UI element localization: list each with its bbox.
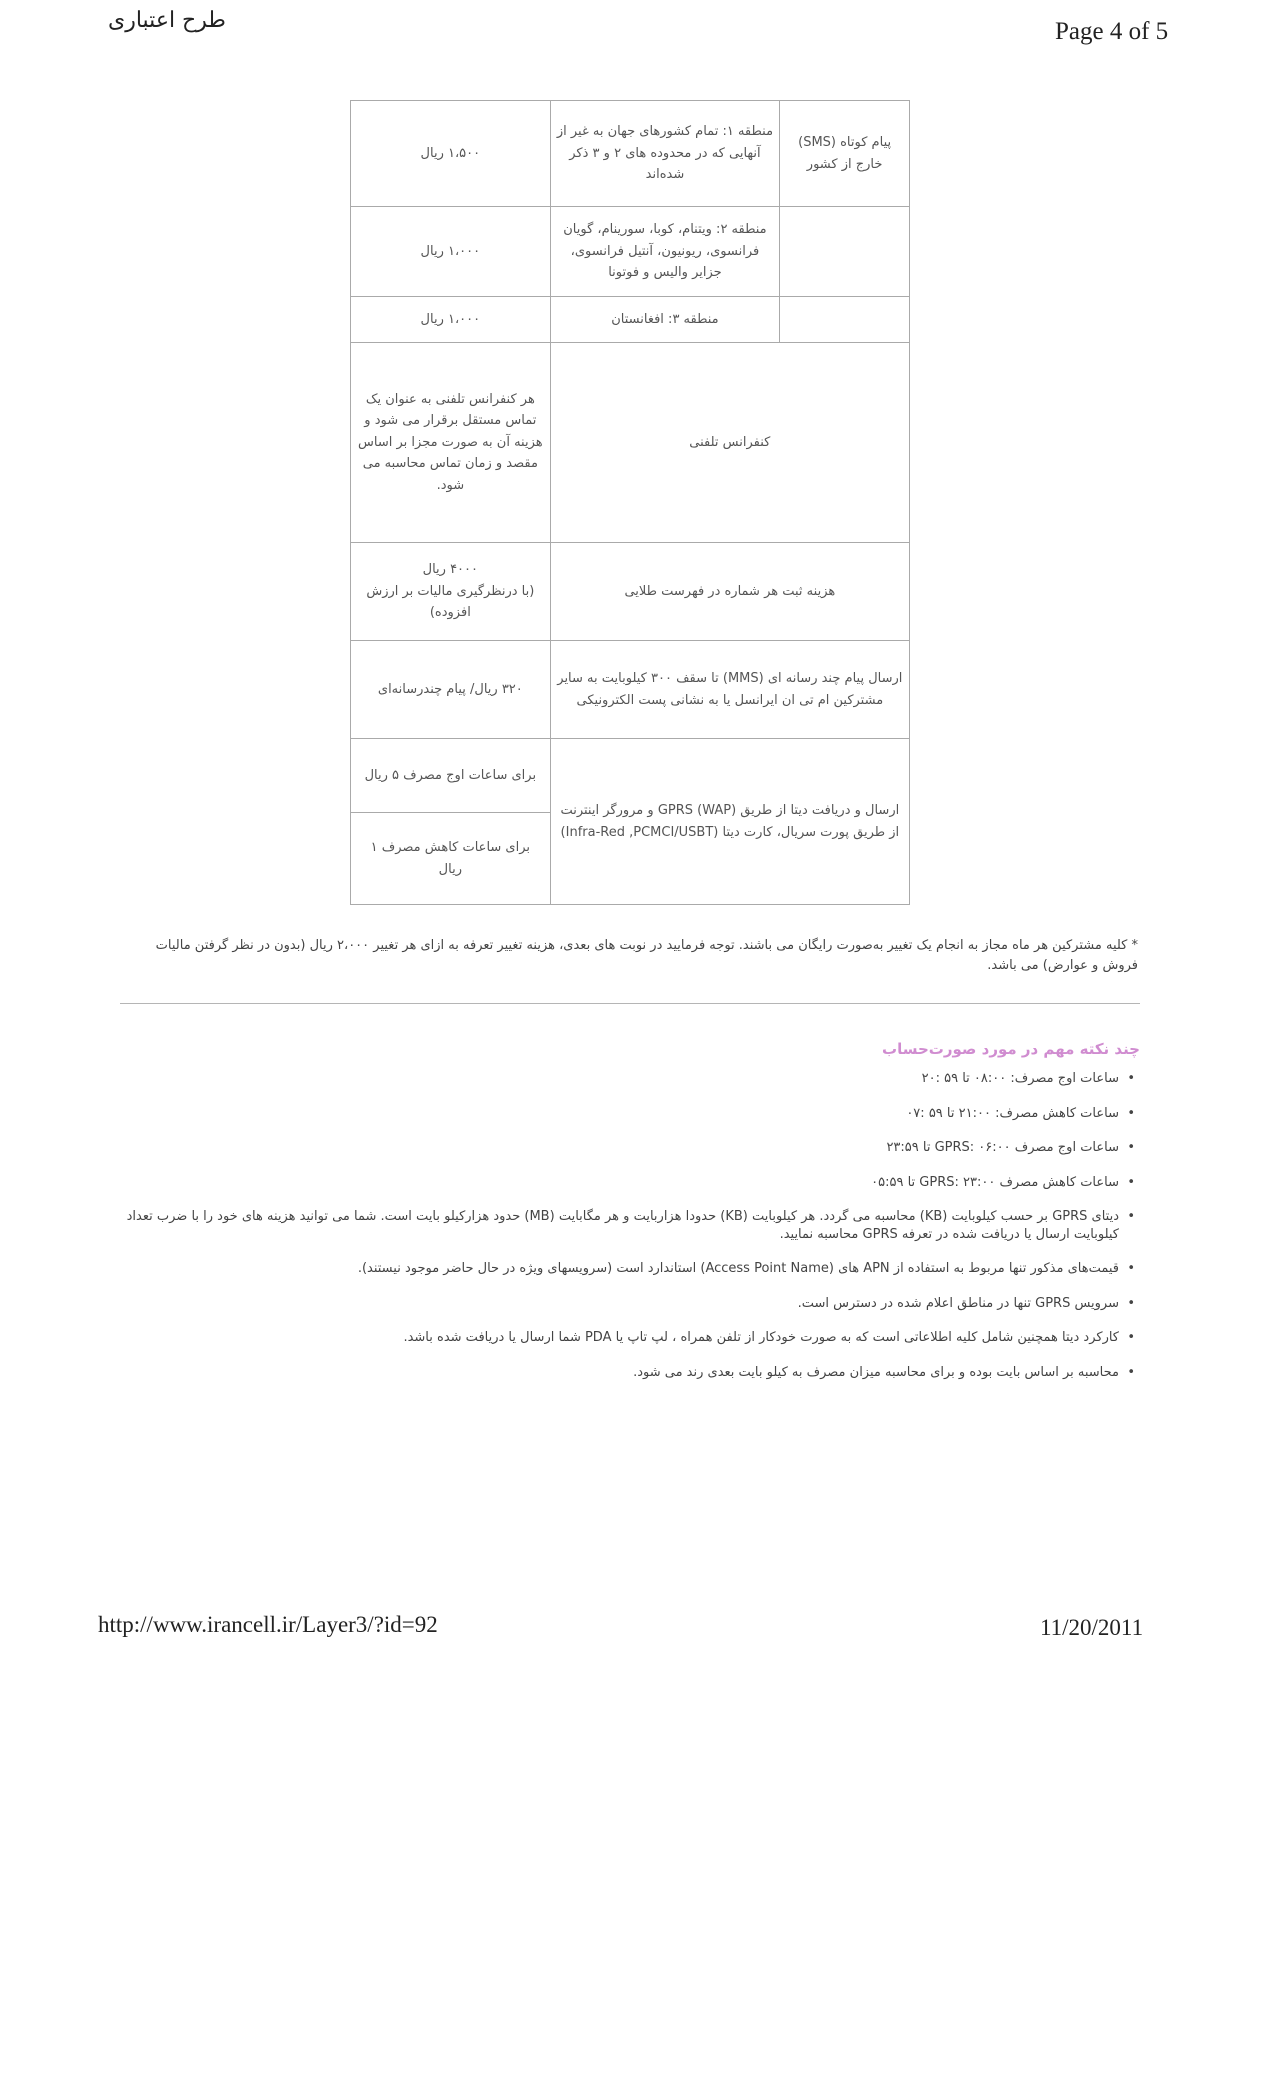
sms-label-blank-cell xyxy=(780,297,910,343)
list-item: • قیمت‌های مذکور تنها مربوط به استفاده از APN های (Access Point Name) استاندارد است (سرویسهای ویژه در حال حاضر موجود نیستند). xyxy=(120,1260,1135,1278)
sms-label-blank-cell xyxy=(780,207,910,297)
list-item: • ساعات اوج مصرف GPRS: ۰۶:۰۰ تا ۲۳:۵۹ xyxy=(120,1139,1135,1157)
table-row xyxy=(351,739,910,813)
table-row xyxy=(351,641,910,739)
gprs-offpeak-cell: برای ساعات کاهش مصرف ۱ ریال xyxy=(351,813,551,905)
list-item: • محاسبه بر اساس بایت بوده و برای محاسبه میزان مصرف به کیلو بایت بعدی رند می شود. xyxy=(120,1364,1135,1382)
sms-label-cell: پیام کوتاه (SMS) خارج از کشور xyxy=(780,101,910,207)
divider xyxy=(120,1003,1140,1004)
table-row xyxy=(351,101,910,207)
golden-label-cell: هزینه ثبت هر شماره در فهرست طلایی xyxy=(550,543,909,641)
gprs-label-cell: ارسال و دریافت دیتا از طریق GPRS (WAP) و مرورگر اینترنت از طریق پورت سریال، کارت دیتا (Infra-Red ,PCMCI/USBT) xyxy=(550,739,909,905)
list-item: • کارکرد دیتا همچنین شامل کلیه اطلاعاتی است که به صورت خودکار از تلفن همراه ، لپ تاپ یا PDA شما ارسال یا دریافت شده باشد. xyxy=(120,1329,1135,1347)
list-item: • ساعات کاهش مصرف GPRS: ۲۳:۰۰ تا ۰۵:۵۹ xyxy=(120,1174,1135,1192)
golden-value-cell xyxy=(351,543,551,641)
tariff-table xyxy=(350,100,910,905)
table-row xyxy=(351,297,910,343)
sms-price-cell: ۱،۰۰۰ ریال xyxy=(351,207,551,297)
list-item: • دیتای GPRS بر حسب کیلوبایت (KB) محاسبه می گردد. هر کیلوبایت (KB) حدودا هزاربایت و هر مگابایت (MB) حدود هزارکیلو بایت است. شما می توانید هزینه های خود را با ضرب تعداد کیلوبایت ارسال یا دریافت شده در تعرفه GPRS محاسبه نمایید. xyxy=(120,1208,1135,1243)
gprs-peak-cell: برای ساعات اوج مصرف ۵ ریال xyxy=(351,739,551,813)
list-item: • سرویس GPRS تنها در مناطق اعلام شده در دسترس است. xyxy=(120,1295,1135,1313)
mms-label-cell: ارسال پیام چند رسانه ای (MMS) تا سقف ۳۰۰ کیلوبایت به سایر مشترکین ام تی ان ایرانسل یا به نشانی پست الکترونیکی xyxy=(550,641,909,739)
conference-label-cell: کنفرانس تلفنی xyxy=(550,343,909,543)
conference-value-cell: هر کنفرانس تلفنی به عنوان یک تماس مستقل برقرار می شود و هزینه آن به صورت مجزا بر اساس مقصد و زمان تماس محاسبه می شود. xyxy=(351,343,551,543)
section-title: چند نکته مهم در مورد صورت‌حساب xyxy=(882,1040,1140,1058)
golden-note: (با درنظرگیری مالیات بر ارزش افزوده) xyxy=(366,583,535,621)
list-item: • ساعات کاهش مصرف: ۲۱:۰۰ تا ۵۹ :۰۷ xyxy=(120,1105,1135,1123)
footer-url: http://www.irancell.ir/Layer3/?id=92 xyxy=(98,1612,438,1637)
billing-notes-list xyxy=(120,1070,1135,1398)
header-title: طرح اعتباری xyxy=(108,8,226,33)
golden-price: ۴۰۰۰ ریال xyxy=(422,562,479,578)
sms-region-cell: منطقه ۲: ویتنام، کوبا، سورینام، گویان فرانسوی، ریونیون، آنتیل فرانسوی، جزایر والیس و فوتونا xyxy=(550,207,780,297)
table-row xyxy=(351,207,910,297)
footer-date: 11/20/2011 xyxy=(1040,1615,1144,1640)
sms-price-cell: ۱،۰۰۰ ریال xyxy=(351,297,551,343)
footnote: * کلیه مشترکین هر ماه مجاز به انجام یک تغییر به‌صورت رایگان می باشند. توجه فرمایید در نوبت های بعدی، هزینه تغییر تعرفه به ازای هر تغییر ۲،۰۰۰ ریال (بدون در نظر گرفتن مالیات فروش و عوارض) می باشد. xyxy=(155,938,1138,974)
sms-region-cell: منطقه ۱: تمام کشورهای جهان به غیر از آنهایی که در محدوده های ۲ و ۳ ذکر شده‌اند xyxy=(550,101,780,207)
page-number: Page 4 of 5 xyxy=(1055,18,1169,45)
list-item: • ساعات اوج مصرف: ۰۸:۰۰ تا ۵۹ :۲۰ xyxy=(120,1070,1135,1088)
mms-value-cell: ۳۲۰ ریال/ پیام چندرسانه‌ای xyxy=(351,641,551,739)
table-row xyxy=(351,543,910,641)
sms-region-cell: منطقه ۳: افغانستان xyxy=(550,297,780,343)
sms-price-cell: ۱،۵۰۰ ریال xyxy=(351,101,551,207)
table-row xyxy=(351,343,910,543)
